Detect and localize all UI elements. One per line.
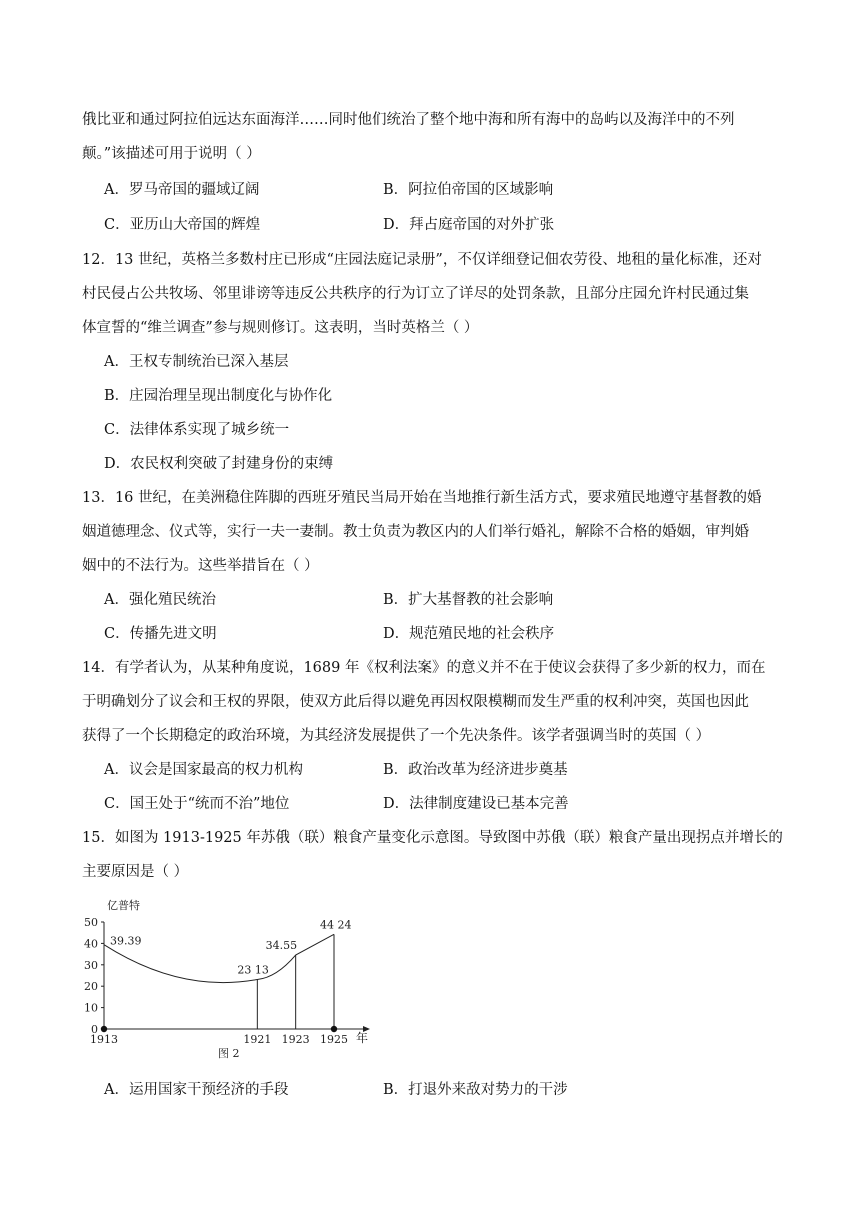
- q13-option-d: D．规范殖民地的社会秩序: [383, 626, 555, 642]
- q12-option-a: A．王权专制统治已深入基层: [104, 354, 289, 370]
- chart-y-tick-label: 50: [84, 916, 98, 929]
- q13-line3: 姻中的不法行为。这些举措旨在（ ）: [82, 558, 319, 574]
- q12-option-c: C．法律体系实现了城乡统一: [104, 422, 290, 438]
- q11-option-b: B．阿拉伯帝国的区域影响: [383, 182, 554, 198]
- q12-option-b: B．庄园治理呈现出制度化与协作化: [104, 388, 333, 404]
- q13-line2: 姻道德理念、仪式等，实行一夫一妻制。教士负责为教区内的人们举行婚礼，解除不合格的婚姻，审判婚: [82, 524, 749, 540]
- q12-option-d: D．农民权利突破了封建身份的束缚: [104, 456, 334, 472]
- q13-option-c: C．传播先进文明: [104, 626, 217, 642]
- chart-data-label: 44 24: [320, 918, 352, 932]
- chart-axis-dot: [101, 1026, 107, 1032]
- q14-line2: 于明确划分了议会和王权的界限，使双方此后得以避免再因权限模糊而发生严重的权利冲突，英国也因此: [82, 694, 749, 710]
- chart-y-axis-label: 亿普特: [107, 899, 140, 912]
- chart-caption: 图 2: [218, 1047, 240, 1060]
- chart-x-tick-label: 1921: [243, 1033, 272, 1046]
- q12-line1: 12．13 世纪，英格兰多数村庄已形成“庄园法庭记录册”，不仅详细登记佃农劳役、地租的量化标准，还对: [82, 252, 762, 268]
- q15-option-b: B．打退外来敌对势力的干涉: [383, 1082, 568, 1098]
- chart-x-tick-label: 1925: [320, 1033, 348, 1046]
- chart-data-label: 39.39: [110, 934, 142, 948]
- chart-data-label: 34.55: [265, 939, 298, 953]
- q14-line1: 14．有学者认为，从某种角度说，1689 年《权利法案》的意义并不在于使议会获得了多少新的权力，而在: [82, 660, 766, 676]
- q11-line2: 颠。”该描述可用于说明（ ）: [82, 146, 261, 162]
- q14-option-a: A．议会是国家最高的权力机构: [104, 762, 303, 778]
- chart-x-axis-label: 年: [356, 1031, 369, 1045]
- chart-data-label: 23 13: [237, 963, 269, 977]
- q15-option-a: A．运用国家干预经济的手段: [104, 1082, 289, 1098]
- q14-option-d: D．法律制度建设已基本完善: [383, 796, 569, 812]
- chart-x-tick-label: 1913: [90, 1033, 118, 1046]
- chart-y-tick-label: 40: [84, 937, 98, 951]
- q14-option-b: B．政治改革为经济进步奠基: [383, 762, 568, 778]
- chart-y-tick-label: 0: [91, 1023, 98, 1036]
- chart-y-tick-label: 20: [84, 980, 98, 994]
- chart-y-tick-label: 30: [84, 958, 98, 972]
- q11-line1: 俄比亚和通过阿拉伯远达东面海洋……同时他们统治了整个地中海和所有海中的岛屿以及海洋中的不列: [82, 112, 735, 128]
- q13-option-a: A．强化殖民统治: [104, 592, 216, 608]
- q15-line2: 主要原因是（ ）: [82, 864, 189, 880]
- q11-option-d: D．拜占庭帝国的对外扩张: [383, 217, 555, 233]
- q12-line3: 体宣誓的“维兰调查”参与规则修订。这表明，当时英格兰（ ）: [82, 320, 479, 336]
- chart-x-tick-label: 1923: [281, 1033, 310, 1046]
- chart-axis-dot: [331, 1026, 337, 1032]
- q14-line3: 获得了一个长期稳定的政治环境，为其经济发展提供了一个先决条件。该学者强调当时的英国（ ）: [82, 728, 711, 744]
- grain-output-chart: [80, 895, 380, 1065]
- chart-y-tick-label: 10: [84, 1001, 98, 1015]
- q11-option-a: A．罗马帝国的疆域辽阔: [104, 182, 260, 198]
- q11-option-c: C．亚历山大帝国的辉煌: [104, 217, 261, 233]
- q14-option-c: C．国王处于“统而不治”地位: [104, 796, 290, 812]
- q13-line1: 13．16 世纪，在美洲稳住阵脚的西班牙殖民当局开始在当地推行新生活方式，要求殖民地遵守基督教的婚: [82, 490, 762, 506]
- q12-line2: 村民侵占公共牧场、邻里诽谤等违反公共秩序的行为订立了详尽的处罚条款，且部分庄园允许村民通过集: [82, 286, 749, 302]
- q13-option-b: B．扩大基督教的社会影响: [383, 592, 554, 608]
- q15-line1: 15．如图为 1913-1925 年苏俄（联）粮食产量变化示意图。导致图中苏俄（联）粮食产量出现拐点并增长的: [82, 830, 783, 846]
